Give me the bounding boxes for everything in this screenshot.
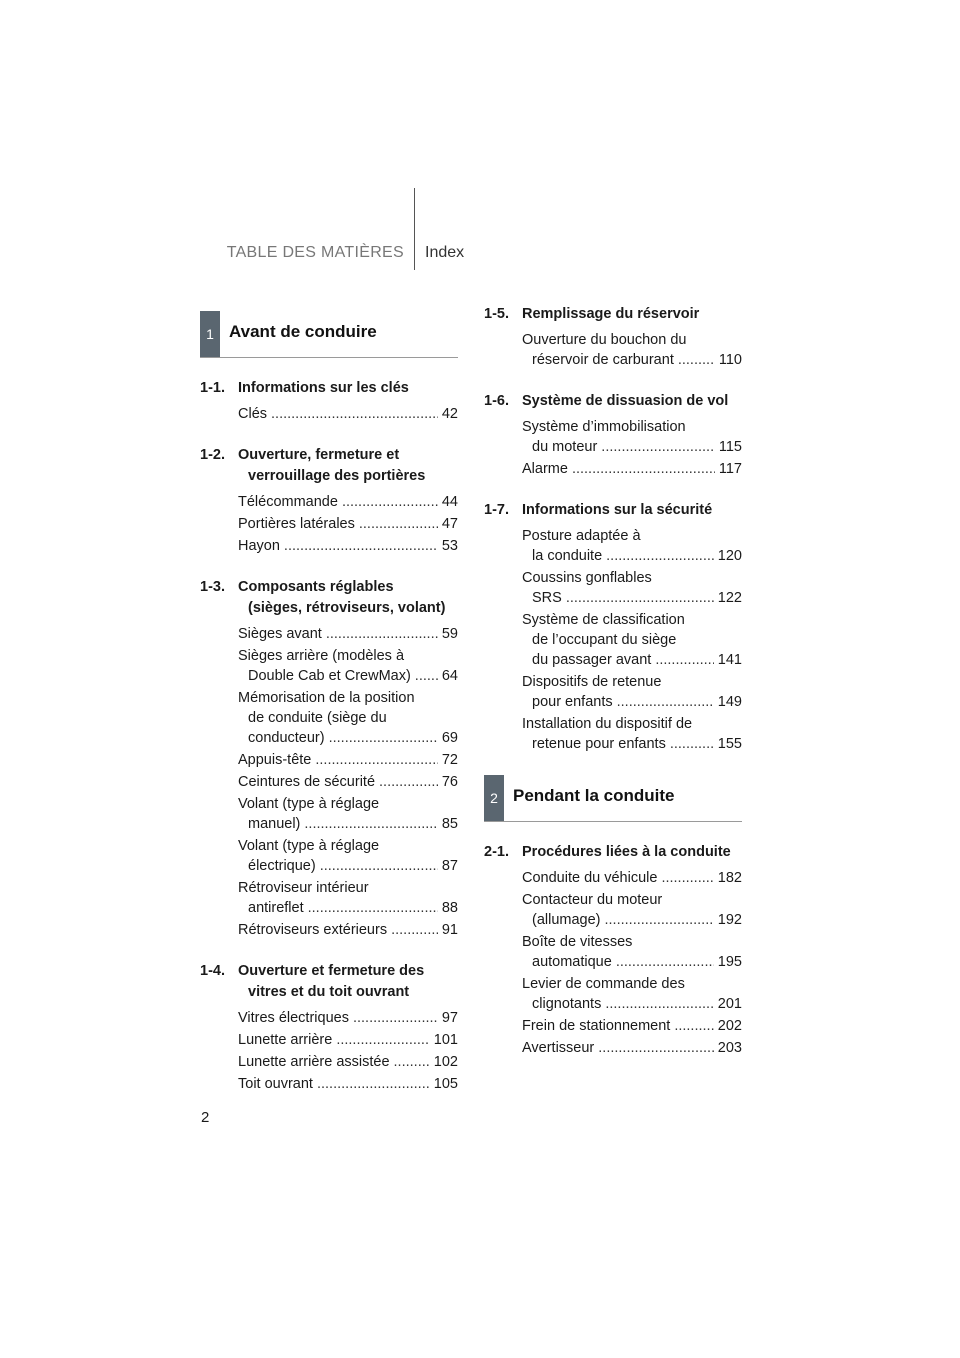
dot-leader (605, 910, 714, 930)
section-title-line: Ouverture et fermeture des (238, 963, 425, 979)
section-title (522, 842, 742, 863)
entry-last-line (238, 492, 458, 512)
entry-page-number: 117 (718, 461, 742, 477)
section-number: 2-1. (484, 844, 509, 860)
entry-page-number: 47 (441, 516, 458, 532)
entry-page-number: 122 (717, 590, 742, 606)
section-title (522, 304, 742, 325)
section-list (484, 304, 742, 754)
entry-text-line: Contacteur du moteur (522, 892, 663, 908)
section-title-line: verrouillage des portières (248, 468, 426, 484)
section-heading[interactable] (200, 577, 458, 619)
dot-leader (601, 437, 715, 457)
section-heading[interactable] (484, 304, 742, 325)
entry-page-number: 141 (717, 652, 742, 668)
toc-entry[interactable] (238, 750, 458, 770)
entry-page-number: 195 (717, 954, 742, 970)
dot-leader (598, 1038, 714, 1058)
toc-entry[interactable] (238, 878, 458, 918)
entry-last-line (522, 1038, 742, 1058)
entry-label: Alarme (522, 461, 568, 477)
entry-page-number: 88 (441, 900, 458, 916)
entry-page-number: 97 (441, 1010, 458, 1026)
section-number: 1-5. (484, 306, 509, 322)
entry-label: retenue pour enfants (532, 736, 666, 752)
entry-label: Lunette arrière assistée (238, 1054, 390, 1070)
entry-label: Toit ouvrant (238, 1076, 313, 1092)
chapter-title: Avant de conduire (229, 322, 377, 341)
entry-page-number: 72 (441, 752, 458, 768)
entry-page-number: 44 (441, 494, 458, 510)
section-title-line: Remplissage du réservoir (522, 306, 700, 322)
entry-page-number: 87 (441, 858, 458, 874)
toc-section (484, 500, 742, 754)
toc-entry[interactable] (522, 1038, 742, 1058)
toc-entry[interactable] (238, 688, 458, 748)
toc-entry[interactable] (238, 514, 458, 534)
entry-last-line (522, 546, 742, 566)
entry-last-line (522, 588, 742, 608)
toc-entry[interactable] (238, 646, 458, 686)
section-heading[interactable] (484, 500, 742, 521)
top-navigation (0, 244, 960, 270)
toc-entry[interactable] (238, 920, 458, 940)
toc-entry[interactable] (238, 1030, 458, 1050)
toc-entry[interactable] (522, 890, 742, 930)
entry-last-line (522, 994, 742, 1014)
entry-text-line: Volant (type à réglage (238, 838, 380, 854)
section-heading[interactable] (484, 842, 742, 863)
toc-column-left (200, 311, 458, 1115)
entry-label: Conduite du véhicule (522, 870, 658, 886)
section-heading[interactable] (200, 445, 458, 487)
toc-entry[interactable] (238, 1052, 458, 1072)
section-heading[interactable] (484, 391, 742, 412)
toc-entry[interactable] (238, 404, 458, 424)
section-title (238, 961, 458, 1003)
section-number: 1-7. (484, 502, 509, 518)
entry-page-number: 76 (441, 774, 458, 790)
page-number: 2 (201, 1109, 210, 1126)
toc-entry[interactable] (238, 772, 458, 792)
entry-last-line (238, 750, 458, 770)
section-heading[interactable] (200, 378, 458, 399)
toc-entry[interactable] (238, 492, 458, 512)
entry-last-line (522, 868, 742, 888)
dot-leader (326, 624, 438, 644)
toc-entry[interactable] (238, 1008, 458, 1028)
entry-label: automatique (532, 954, 612, 970)
entry-last-line (522, 650, 742, 670)
entry-label: clignotants (532, 996, 602, 1012)
toc-entry[interactable] (522, 1016, 742, 1036)
table-of-contents-link[interactable]: TABLE DES MATIÈRES (226, 244, 404, 261)
entry-last-line (522, 350, 742, 370)
toc-entry[interactable] (522, 610, 742, 670)
toc-entry[interactable] (522, 974, 742, 1014)
entry-last-line (238, 536, 458, 556)
section-number: 1-3. (200, 579, 225, 595)
toc-column-right (484, 304, 742, 1079)
toc-section (200, 445, 458, 556)
dot-leader (359, 514, 438, 534)
chapter-header[interactable] (484, 775, 742, 822)
toc-entry[interactable] (522, 932, 742, 972)
entry-last-line (238, 772, 458, 792)
dot-leader (670, 734, 714, 754)
section-title (522, 391, 742, 412)
entry-last-line (238, 404, 458, 424)
toc-section (200, 577, 458, 940)
dot-leader (616, 952, 714, 972)
dot-leader (284, 536, 438, 556)
dot-leader (353, 1008, 438, 1028)
entry-page-number: 102 (433, 1054, 458, 1070)
entry-label: Ceintures de sécurité (238, 774, 376, 790)
entry-last-line (238, 1030, 458, 1050)
entry-page-number: 53 (441, 538, 458, 554)
entry-page-number: 59 (441, 626, 458, 642)
entry-text-line: Rétroviseur intérieur (238, 880, 369, 896)
entry-last-line (238, 1074, 458, 1094)
nav-divider (414, 188, 415, 270)
entry-last-line (238, 666, 458, 686)
entry-text-line: Sièges arrière (modèles à (238, 648, 405, 664)
entry-last-line (238, 856, 458, 876)
dot-leader (655, 650, 713, 670)
section-heading[interactable] (200, 961, 458, 1003)
toc-entry[interactable] (238, 624, 458, 644)
entry-last-line (522, 734, 742, 754)
section-title-line: vitres et du toit ouvrant (248, 984, 410, 1000)
entry-label: Avertisseur (522, 1040, 595, 1056)
entry-text-line: de l’occupant du siège (532, 632, 677, 648)
dot-leader (605, 994, 713, 1014)
dot-leader (304, 814, 437, 834)
entry-last-line (522, 459, 742, 479)
section-list (484, 842, 742, 1058)
entry-label: Rétroviseurs extérieurs (238, 922, 388, 938)
entry-page-number: 105 (433, 1076, 458, 1092)
entry-last-line (522, 952, 742, 972)
chapter-header[interactable] (200, 311, 458, 358)
entry-label: Télécommande (238, 494, 338, 510)
entry-text-line: Coussins gonflables (522, 570, 652, 586)
entry-last-line (522, 692, 742, 712)
dot-leader (317, 1074, 430, 1094)
toc-entry[interactable] (238, 536, 458, 556)
dot-leader (329, 728, 438, 748)
entry-text-line: Boîte de vitesses (522, 934, 633, 950)
entry-label: du moteur (532, 439, 598, 455)
index-link[interactable]: Index (425, 244, 465, 261)
entry-page-number: 115 (718, 439, 742, 455)
section-title-line: Composants réglables (238, 579, 394, 595)
entry-text-line: Dispositifs de retenue (522, 674, 662, 690)
section-number: 1-1. (200, 380, 225, 396)
entry-text-line: Mémorisation de la position (238, 690, 415, 706)
section-title-line: Informations sur la sécurité (522, 502, 713, 518)
entry-label: électrique) (248, 858, 316, 874)
toc-entry[interactable] (522, 868, 742, 888)
dot-leader (415, 666, 438, 686)
entry-page-number: 192 (717, 912, 742, 928)
entry-last-line (522, 1016, 742, 1036)
toc-entry[interactable] (522, 568, 742, 608)
dot-leader (674, 1016, 713, 1036)
entry-last-line (522, 437, 742, 457)
entry-page-number: 203 (717, 1040, 742, 1056)
entry-label: du passager avant (532, 652, 652, 668)
entry-page-number: 110 (718, 352, 742, 368)
dot-leader (617, 692, 714, 712)
entry-page-number: 120 (717, 548, 742, 564)
toc-entry[interactable] (522, 330, 742, 370)
section-title (238, 445, 458, 487)
section-list (200, 378, 458, 1094)
entry-text-line: Système de classification (522, 612, 685, 628)
toc-section (200, 961, 458, 1094)
section-number: 1-4. (200, 963, 225, 979)
entry-label: antireflet (248, 900, 304, 916)
toc-entry[interactable] (238, 836, 458, 876)
entry-last-line (238, 728, 458, 748)
chapter-number-tab: 2 (484, 775, 504, 821)
entry-last-line (238, 1052, 458, 1072)
entry-label: pour enfants (532, 694, 613, 710)
entry-last-line (238, 898, 458, 918)
entry-label: réservoir de carburant (532, 352, 674, 368)
dot-leader (391, 920, 438, 940)
toc-entry[interactable] (522, 417, 742, 457)
toc-entry[interactable] (522, 714, 742, 754)
toc-entry[interactable] (522, 526, 742, 566)
dot-leader (661, 868, 713, 888)
dot-leader (379, 772, 438, 792)
entry-text-line: Système d’immobilisation (522, 419, 686, 435)
section-number: 1-6. (484, 393, 509, 409)
entry-text-line: Installation du dispositif de (522, 716, 693, 732)
dot-leader (394, 1052, 430, 1072)
toc-entry[interactable] (238, 794, 458, 834)
section-title-line: (sièges, rétroviseurs, volant) (248, 600, 446, 616)
entry-page-number: 91 (441, 922, 458, 938)
entry-page-number: 101 (433, 1032, 458, 1048)
entry-page-number: 201 (717, 996, 742, 1012)
entry-label: Vitres électriques (238, 1010, 349, 1026)
entry-page-number: 85 (441, 816, 458, 832)
entry-last-line (522, 910, 742, 930)
toc-entry[interactable] (522, 459, 742, 479)
dot-leader (315, 750, 438, 770)
toc-section (484, 304, 742, 370)
entry-page-number: 69 (441, 730, 458, 746)
section-title-line: Informations sur les clés (238, 380, 409, 396)
entry-label: Hayon (238, 538, 280, 554)
entry-label: Clés (238, 406, 268, 422)
dot-leader (336, 1030, 429, 1050)
chapter-number-tab: 1 (200, 311, 220, 357)
section-title (238, 378, 458, 399)
entry-text-line: Levier de commande des (522, 976, 685, 992)
entry-text-line: Ouverture du bouchon du (522, 332, 687, 348)
entry-label: la conduite (532, 548, 603, 564)
entry-label: Sièges avant (238, 626, 322, 642)
section-number: 1-2. (200, 447, 225, 463)
dot-leader (572, 459, 715, 479)
entry-label: SRS (532, 590, 562, 606)
dot-leader (566, 588, 714, 608)
entry-label: Frein de stationnement (522, 1018, 671, 1034)
entry-label: conducteur) (248, 730, 325, 746)
entry-last-line (238, 920, 458, 940)
toc-section (484, 391, 742, 479)
toc-entry[interactable] (522, 672, 742, 712)
entry-page-number: 182 (717, 870, 742, 886)
entry-label: Double Cab et CrewMax) (248, 668, 411, 684)
entry-page-number: 64 (441, 668, 458, 684)
dot-leader (271, 404, 438, 424)
entry-label: (allumage) (532, 912, 601, 928)
entry-page-number: 42 (441, 406, 458, 422)
toc-entry[interactable] (238, 1074, 458, 1094)
entry-text-line: Volant (type à réglage (238, 796, 380, 812)
dot-leader (308, 898, 438, 918)
entry-page-number: 202 (717, 1018, 742, 1034)
entry-text-line: Posture adaptée à (522, 528, 641, 544)
section-title-line: Ouverture, fermeture et (238, 447, 400, 463)
entry-last-line (238, 814, 458, 834)
entry-label: Lunette arrière (238, 1032, 333, 1048)
entry-last-line (238, 624, 458, 644)
dot-leader (606, 546, 714, 566)
entry-text-line: de conduite (siège du (248, 710, 387, 726)
entry-page-number: 149 (717, 694, 742, 710)
dot-leader (320, 856, 438, 876)
entry-last-line (238, 514, 458, 534)
entry-page-number: 155 (717, 736, 742, 752)
chapter-title: Pendant la conduite (513, 786, 675, 805)
toc-section (484, 842, 742, 1058)
entry-label: Appuis-tête (238, 752, 312, 768)
section-title (522, 500, 742, 521)
section-title-line: Système de dissuasion de vol (522, 393, 729, 409)
entry-last-line (238, 1008, 458, 1028)
dot-leader (342, 492, 438, 512)
entry-label: Portières latérales (238, 516, 355, 532)
dot-leader (678, 350, 715, 370)
section-title (238, 577, 458, 619)
section-title-line: Procédures liées à la conduite (522, 844, 731, 860)
entry-label: manuel) (248, 816, 301, 832)
toc-section (200, 378, 458, 424)
